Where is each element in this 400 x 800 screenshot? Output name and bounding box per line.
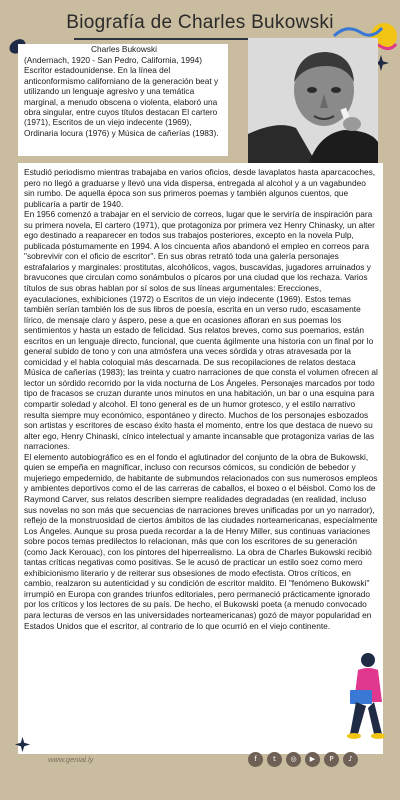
facebook-icon[interactable]: f: [248, 752, 263, 767]
woman-with-laptop-illustration: [344, 650, 392, 744]
main-text: [24, 167, 378, 631]
page-title: Biografía de Charles Bukowski: [66, 12, 334, 33]
star-icon: [14, 736, 31, 753]
paragraph-3: El elemento autobiográfico es en el fondo el aglutinador del conjunto de la obra de Bukowski, quien se empeña en magnificar, incluso con recursos cómicos, su condición de bebedor y mujeriego empedernido, de habitante de submundos relacionados con sus numerosos empleos y ambientes deportivos como el de las carreras de caballos, el boxeo o el béisbol. Como los de Raymond Carver, sus relatos describen siempre realidades degradadas (en realidad, incluso sus novelas no son más que secuencias de narraciones breves unificadas por un yo narrador), reflejo de la monstruosidad de ciertos ámbitos de las ciudades norteamericanas, especialmente Los Ángeles. Aunque su prosa pueda recordar a la de Henry Miller, sus continuas variaciones sobre pocos temas predilectos lo relacionan, más que con los escritores de su generación (como Jack Kerouac), con los pintores del hiperrealismo. La obra de Charles Bukowski recibió tantas críticas negativas como positivas. Se le acusó de practicar un estilo soez como mero exhibicionismo literario y de reiterar sus obsesiones de modo efectista. Otros críticos, en cambio, realzaron su autenticidad y su condición de escritor maldito. El "fenómeno Bukowski" irrumpió en Europa con grandes triunfos editoriales, pero permaneció prácticamente ignorado por los críticos y los lectores de su país. De hecho, el Bukowski poeta (a menudo convocado para lecturas de versos en las universidades norteamericanas) gozó de mayor popularidad en Estados Unidos que el escritor, al contrario de lo que ocurrió en el viejo continente.: [24, 451, 378, 631]
author-photo: [248, 38, 378, 166]
youtube-icon[interactable]: ▶: [305, 752, 320, 767]
twitter-icon[interactable]: t: [267, 752, 282, 767]
social-bar: [248, 752, 358, 767]
instagram-icon[interactable]: ◎: [286, 752, 301, 767]
paragraph-2: En 1956 comenzó a trabajar en el servicio de correos, lugar que le serviría de inspiración para su primera novela, El cartero (1971), que protagoniza por primera vez Henry Chinasky, un alter ego destinado a reaparecer en todos sus trabajos posteriores, excepto en la novela Pulp, publicada póstumamente en 1994. A los cincuenta años abandonó el empleo en correos para "sobrevivir con el oficio de escritor". En sus obras retrató toda una galería personajes estrafalarios y marginales: prostitutas, alcohólicos, vagos, buscavidas, jugadores arruinados y bravucones que circulan como sonámbulos o pícaros por una ciudad que los rechaza. Varios títulos de sus obras hablan por sí solos de sus líneas argumentales: Erecciones, eyaculaciones, exhibiciones (1972) o Escritos de un viejo indecente (1969). Estos temas también serían también los de sus libros de poesía, escrita en un verso rudo, escasamente lírico, de mensaje claro y áspero, pese a que en ocasiones afloran en sus poemas los sentimientos y hasta un estado de felicidad. Sus relatos breves, como sus poemarios, están escritos en un lenguaje directo, funcional, que cuenta ágilmente una historia con un final por lo general subido de tono y con una atmósfera una veces sórdida y otras atravesada por la comicidad y el habla coloquial más descarnada. De sus recopilaciones de relatos destaca Música de cañerías (1983); las treinta y cuatro narraciones de que consta el volumen ofrecen al lector un sórdido recorrido por la vida nocturna de Los Ángeles. Personajes marcados por todo tipo de fracasos se cruzan durante unos minutos en una habitación, un bar o una esquina para compartir soledad y alcohol. El tono general es de un humor grotesco, y el estilo narrativo resulta siempre muy económico, espontáneo y directo. Muchos de los personajes esbozados son artistas y escritores de escaso éxito hasta el momento, entre los que destaca de nuevo su alter ego, Henry Chinaski, cínico intelectual y amante incansable que protagoniza varias de las narraciones.: [24, 209, 378, 452]
paragraph-1: Estudió periodismo mientras trabajaba en varios oficios, desde lavaplatos hasta aparcacoches, pero no llegó a graduarse y llevó una vida dispersa, entregada al alcohol y a un vagabundeo sin rumbo. De aquella época son sus primeros poemas y también algunos cuentos, que publicaría a partir de 1940.: [24, 167, 376, 209]
tiktok-icon[interactable]: ♪: [343, 752, 358, 767]
bio-summary: (Andernach, 1920 - San Pedro, California, 1994) Escritor estadounidense. En la línea del anticonformismo californiano de la generación beat y utilizando un lenguaje agresivo y una temática marginal, a menudo obscena o violenta, elaboró una obra singular, entre cuyos títulos destacan El cartero (1971), Escritos de un viejo indecente (1969), Ordinaria locura (1976) y Música de cañerías (1983).: [24, 55, 219, 138]
bio-name: Charles Bukowski: [91, 44, 157, 54]
footer-site-link[interactable]: www.genial.ly: [48, 755, 94, 764]
pinterest-icon[interactable]: P: [324, 752, 339, 767]
